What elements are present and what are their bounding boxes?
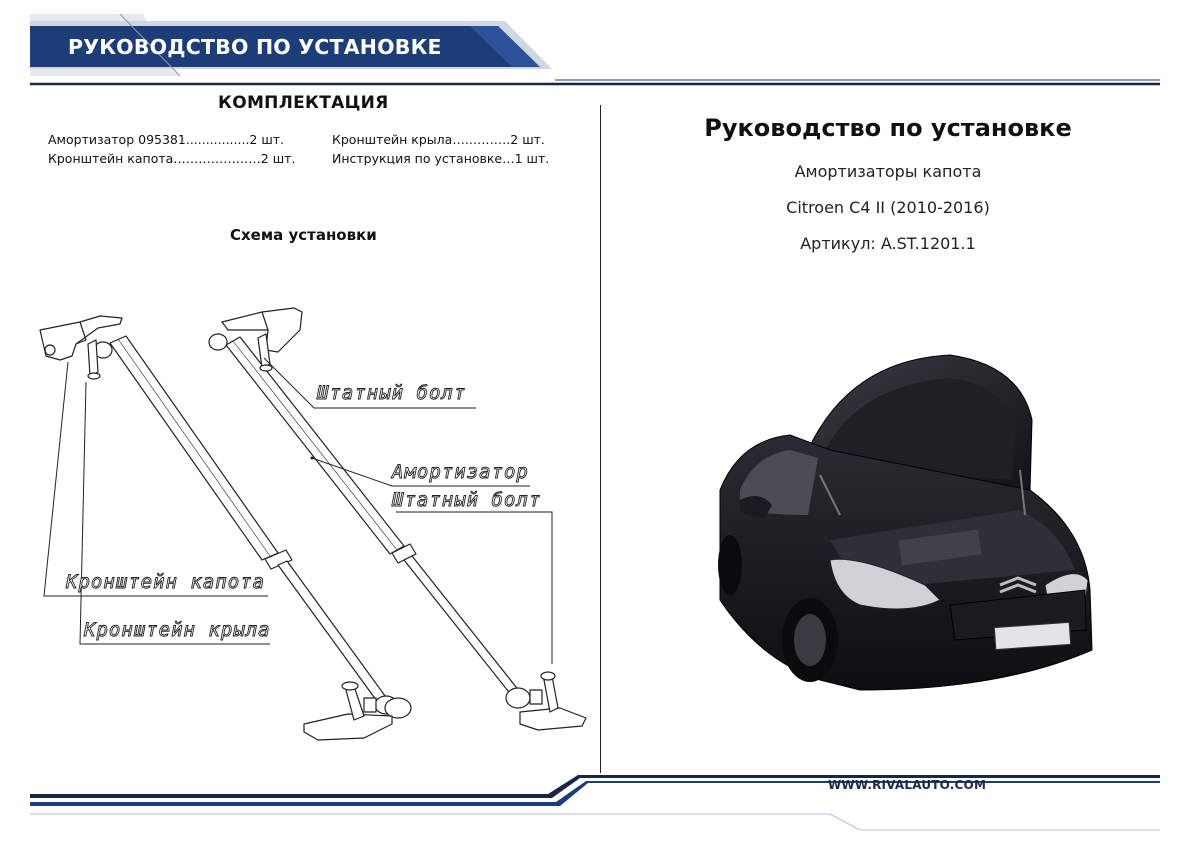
kit-item-dots: ….………. [452,132,511,147]
kit-item-name: Инструкция по установке [332,151,503,166]
car-photo [700,340,1100,720]
kit-item-dots: ................ [185,132,250,147]
kit-item-dots: ………………… [173,151,261,166]
banner-title: РУКОВОДСТВО ПО УСТАНОВКЕ [68,35,442,59]
website-link[interactable]: WWW.RIVALAUTO.COM [828,778,987,792]
kit-title: КОМПЛЕКТАЦИЯ [218,93,389,113]
footer-stripes [0,760,1200,848]
product-model: Citroen C4 II (2010-2016) [786,198,990,217]
kit-item-qty: 2 шт. [260,151,296,166]
kit-item-qty: 2 шт. [510,132,545,147]
kit-item-name: Кронштейн крыла [332,132,453,147]
schema-title: Схема установки [230,226,377,244]
product-subtitle: Амортизаторы капота [794,162,982,181]
right-hood-bracket [222,308,302,371]
label-standard-bolt-top: Штатный болт [317,382,467,404]
label-shock-absorber: Амортизатор [392,461,529,483]
product-title: Руководство по установке [704,114,1072,142]
kit-item-qty: 2 шт. [249,132,285,147]
right-wing-bracket [520,672,586,730]
kit-item-dots: … [502,151,515,166]
product-article: Артикул: A.ST.1201.1 [800,234,976,253]
label-standard-bolt-bottom: Штатный болт [392,489,542,511]
label-hood-bracket: Кронштейн капота [66,571,266,593]
kit-item-name: Амортизатор 095381 [48,132,186,147]
kit-item-name: Кронштейн капота [48,151,174,166]
kit-item-qty: 1 шт. [514,151,550,166]
label-wing-bracket: Кронштейн крыла [84,619,271,641]
